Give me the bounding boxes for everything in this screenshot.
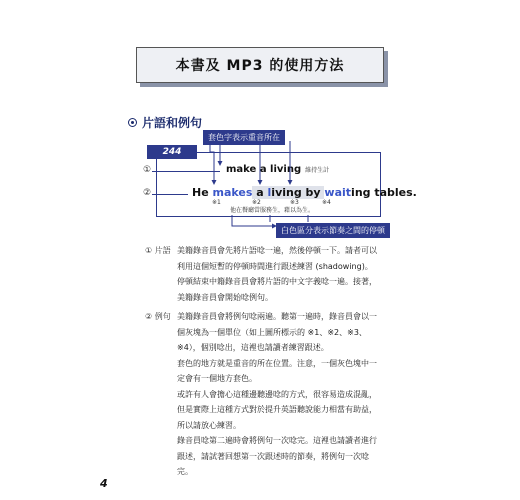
entry-number: 244 [147, 145, 197, 159]
example-sentence [192, 186, 417, 199]
paragraph-second-reading: 錄音員唸第二遍時會將例句一次唸完。這裡也請讀者進行跟述，請試著回想第一次跟述時的節奏，將例句一次唸完。 [177, 436, 377, 476]
chunk-mark-2: ※2 [252, 199, 261, 206]
paragraph-phrase [145, 243, 380, 305]
page-number: 4 [100, 477, 108, 490]
paragraph-concern: 或許有人會擔心這種邊聽邊唸的方式，很容易造成混亂，但是實際上這種方式對於提升英語聽說能力相當有助益，所以請放心練習。 [177, 389, 377, 430]
callout-stress: 套色字表示重音所在 [203, 130, 285, 145]
paragraph-stress: 套色的地方就是重音的所在位置。注意，一個灰色塊中一定會有一個地方套色。 [177, 358, 377, 383]
section-heading-text: 片語和例句 [142, 116, 203, 130]
stress-living: l [267, 186, 272, 199]
section-heading [128, 114, 202, 131]
label-sentence: ② 例句 [145, 312, 171, 321]
chunk-mark-4: ※4 [322, 199, 331, 206]
sentence-part-tables: ing tables. [351, 186, 417, 199]
sentence-part-a: a [252, 186, 268, 199]
text-phrase: 美籍錄音員會先將片語唸一遍，然後停頓一下。請者可以利用這個短暫的停頓時間進行跟述練習 (shadowing)。停頓結束中籍錄音員會將片語的中文字義唸一遍。接著，美籍錄音員會開始唸例句。 [177, 246, 377, 302]
marker-phrase: ① [143, 165, 152, 175]
sentence-part-he: He [192, 186, 213, 199]
phrase-text: make a living [226, 164, 302, 175]
label-phrase: ① 片語 [145, 246, 171, 255]
phrase-gloss: 維持生計 [305, 167, 330, 174]
bullet-icon [128, 118, 137, 127]
chunk-mark-3: ※3 [290, 199, 299, 206]
page-title-box [136, 47, 384, 83]
callout-pause: 白色區分表示節奏之間的停頓 [276, 223, 390, 238]
chunk-mark-1: ※1 [212, 199, 221, 206]
stress-makes: makes [212, 186, 253, 199]
marker-sentence: ② [143, 188, 152, 198]
example-phrase [226, 164, 329, 175]
page-title: 本書及 MP3 的使用方法 [175, 58, 345, 74]
text-sentence: 美籍錄音員會將例句唸兩遍。聽第一遍時，錄音員會以一個灰塊為一個單位（如上圖所標示的 ※1、※2、※3、※4），個別唸出，這裡也請讀者練習跟述。 [177, 312, 377, 352]
explanation-body [145, 243, 380, 480]
phrase-guide-line [152, 171, 220, 172]
stress-waiting: wait [324, 186, 352, 199]
sentence-guide-line [152, 194, 188, 195]
paragraph-sentence [145, 309, 380, 356]
sentence-part-living-by: iving by [271, 186, 325, 199]
sentence-gloss: 他在餐廳當服務生，藉以為生。 [230, 207, 315, 214]
